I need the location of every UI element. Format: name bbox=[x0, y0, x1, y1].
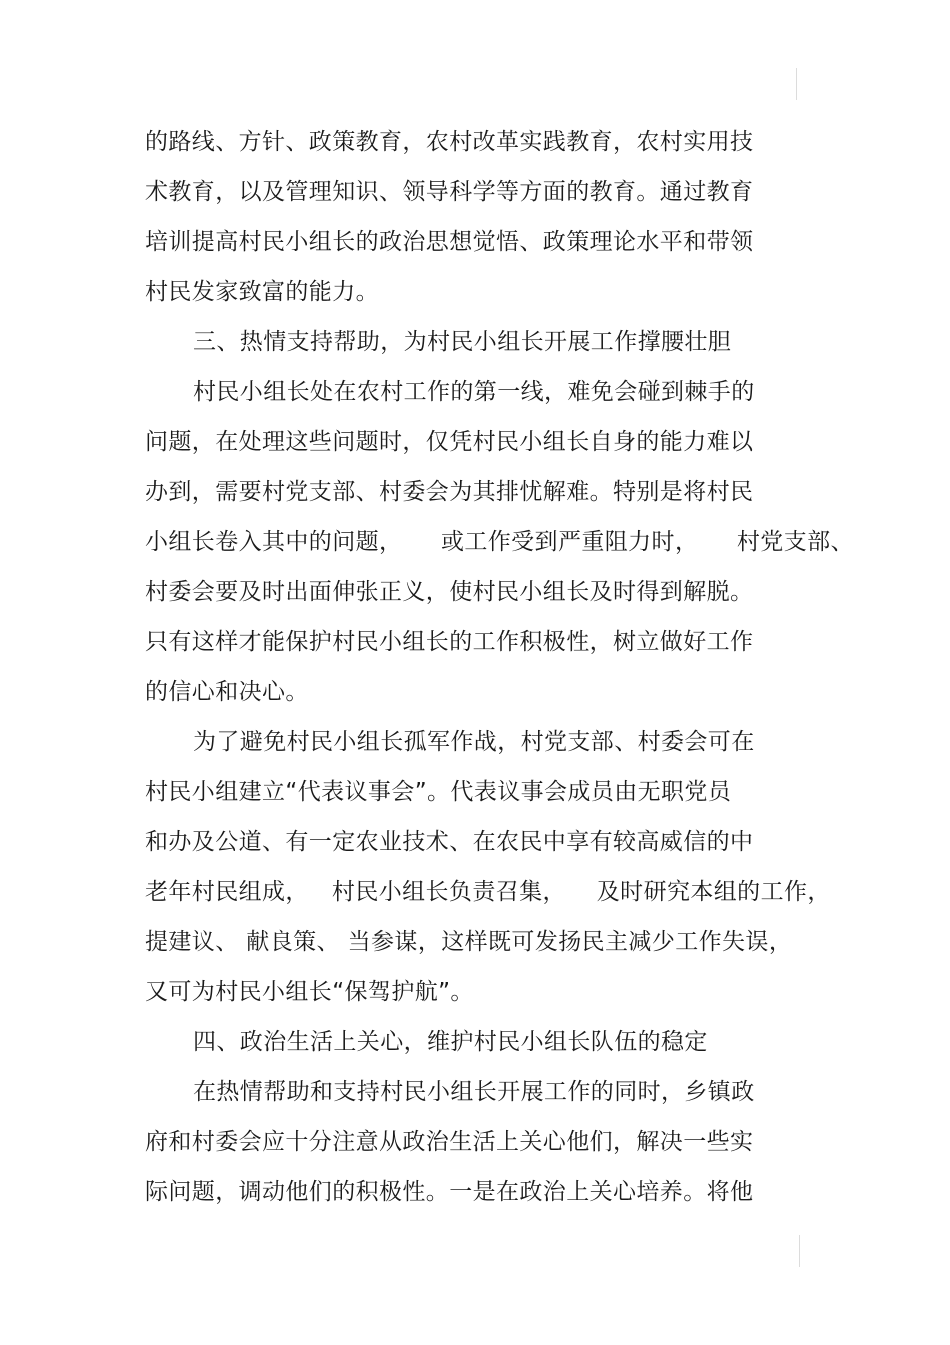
text-line: 培训提高村民小组长的政治思想觉悟、政策理论水平和带领 bbox=[145, 229, 754, 255]
text-line: 村委会要及时出面伸张正义，使村民小组长及时得到解脱。 bbox=[145, 579, 754, 605]
text-line: 府和村委会应十分注意从政治生活上关心他们，解决一些实 bbox=[145, 1129, 754, 1155]
text-line: 为了避免村民小组长孤军作战，村党支部、村委会可在 bbox=[193, 729, 755, 755]
text-line: 村民小组长处在农村工作的第一线，难免会碰到棘手的 bbox=[193, 379, 755, 405]
page-edge-mark-bottom bbox=[799, 1235, 800, 1267]
text-line: 办到，需要村党支部、村委会为其排忧解难。特别是将村民 bbox=[145, 479, 754, 505]
text-line: 村民发家致富的能力。 bbox=[145, 279, 379, 305]
section-heading: 四、政治生活上关心，维护村民小组长队伍的稳定 bbox=[193, 1029, 708, 1055]
text-line: 老年村民组成， 村民小组长负责召集， 及时研究本组的工作， bbox=[145, 879, 831, 905]
text-line: 村民小组建立“代表议事会”。代表议事会成员由无职党员 bbox=[145, 779, 732, 805]
text-line: 际问题，调动他们的积极性。一是在政治上关心培养。将他 bbox=[145, 1179, 754, 1205]
text-line: 问题，在处理这些问题时，仅凭村民小组长自身的能力难以 bbox=[145, 429, 754, 455]
section-heading: 三、热情支持帮助，为村民小组长开展工作撑腰壮胆 bbox=[193, 329, 732, 355]
text-line: 在热情帮助和支持村民小组长开展工作的同时，乡镇政 bbox=[193, 1079, 755, 1105]
text-line: 术教育，以及管理知识、领导科学等方面的教育。通过教育 bbox=[145, 179, 754, 205]
text-line: 的路线、方针、政策教育，农村改革实践教育，农村实用技 bbox=[145, 129, 754, 155]
text-line: 和办及公道、有一定农业技术、在农民中享有较高威信的中 bbox=[145, 829, 754, 855]
text-line: 只有这样才能保护村民小组长的工作积极性，树立做好工作 bbox=[145, 629, 754, 655]
text-line: 又可为村民小组长“保驾护航”。 bbox=[145, 979, 474, 1005]
page-edge-mark-top bbox=[796, 68, 797, 100]
text-line: 小组长卷入其中的问题， 或工作受到严重阻力时， 村党支部、 bbox=[145, 529, 854, 555]
text-line: 的信心和决心。 bbox=[145, 679, 309, 705]
text-line: 提建议、 献良策、 当参谋，这样既可发扬民主减少工作失误， bbox=[145, 929, 793, 955]
